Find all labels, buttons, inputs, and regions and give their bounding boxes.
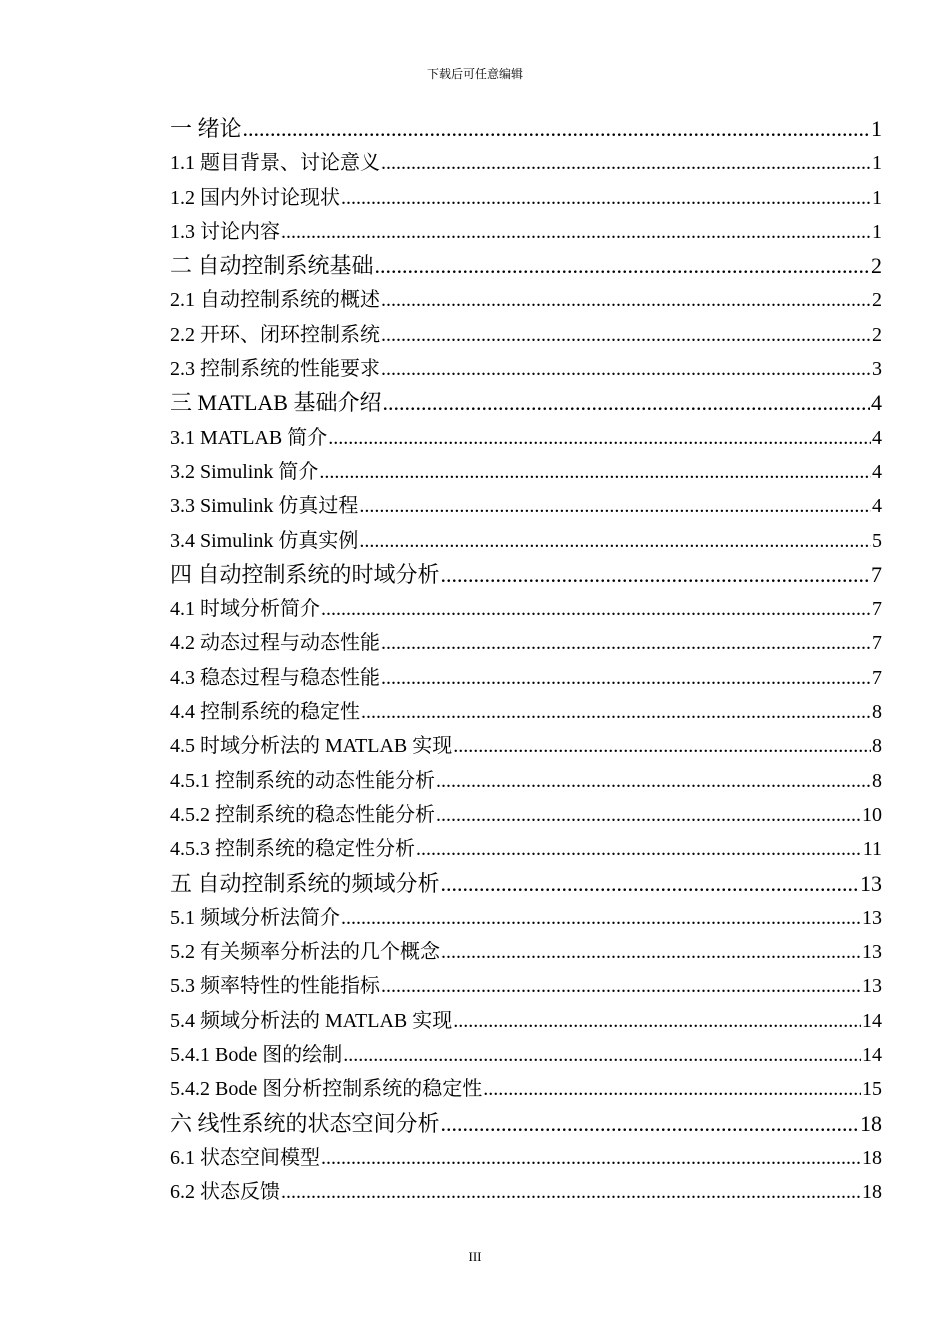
toc-section-entry bbox=[170, 695, 882, 729]
toc-entry-label: 四 自动控制系统的时域分析 bbox=[170, 561, 440, 587]
toc-leader-dots bbox=[361, 695, 871, 729]
toc-entry-page: 15 bbox=[862, 1078, 882, 1101]
toc-entry-label: 1.3 讨论内容 bbox=[170, 220, 280, 243]
toc-entry-label: 3.4 Simulink 仿真实例 bbox=[170, 529, 359, 552]
toc-entry-page: 8 bbox=[872, 735, 882, 758]
toc-leader-dots bbox=[416, 832, 862, 866]
toc-leader-dots bbox=[321, 1141, 861, 1175]
toc-entry-page: 1 bbox=[872, 220, 882, 243]
toc-section-entry bbox=[170, 764, 882, 798]
toc-leader-dots bbox=[381, 626, 871, 660]
toc-leader-dots bbox=[441, 867, 859, 901]
toc-entry-page: 4 bbox=[871, 390, 882, 416]
toc-leader-dots bbox=[319, 455, 871, 489]
toc-entry-page: 18 bbox=[862, 1146, 882, 1169]
toc-section-entry bbox=[170, 626, 882, 660]
toc-section-entry bbox=[170, 661, 882, 695]
toc-entry-label: 一 绪论 bbox=[170, 116, 242, 141]
toc-entry-page: 14 bbox=[862, 1044, 882, 1067]
toc-section-entry bbox=[170, 832, 882, 866]
toc-entry-label: 5.4 频域分析法的 MATLAB 实现 bbox=[170, 1009, 453, 1032]
toc-leader-dots bbox=[441, 1107, 859, 1141]
toc-entry-page: 8 bbox=[872, 769, 882, 792]
toc-entry-page: 13 bbox=[862, 975, 882, 998]
toc-entry-label: 二 自动控制系统基础 bbox=[170, 253, 374, 279]
toc-entry-label: 5.3 频率特性的性能指标 bbox=[170, 975, 380, 998]
toc-leader-dots bbox=[381, 283, 871, 317]
toc-entry-label: 2.2 开环、闭环控制系统 bbox=[170, 323, 380, 346]
toc-entry-label: 4.5.2 控制系统的稳态性能分析 bbox=[170, 803, 435, 826]
toc-section-entry bbox=[170, 1072, 882, 1106]
toc-entry-label: 4.4 控制系统的稳定性 bbox=[170, 701, 360, 724]
toc-entry-page: 1 bbox=[872, 152, 882, 175]
toc-leader-dots bbox=[359, 524, 871, 558]
toc-leader-dots bbox=[381, 352, 871, 386]
toc-leader-dots bbox=[382, 386, 870, 420]
toc-entry-label: 5.4.2 Bode 图分析控制系统的稳定性 bbox=[170, 1078, 483, 1101]
toc-leader-dots bbox=[381, 318, 871, 352]
toc-entry-label: 5.2 有关频率分析法的几个概念 bbox=[170, 941, 440, 964]
toc-section-entry bbox=[170, 318, 882, 352]
toc-entry-page: 14 bbox=[862, 1009, 882, 1032]
toc-entry-label: 1.1 题目背景、讨论意义 bbox=[170, 152, 380, 175]
toc-entry-label: 5.4.1 Bode 图的绘制 bbox=[170, 1044, 343, 1067]
toc-entry-label: 1.2 国内外讨论现状 bbox=[170, 186, 340, 209]
toc-section-entry bbox=[170, 935, 882, 969]
toc-entry-page: 13 bbox=[862, 941, 882, 964]
toc-entry-label: 三 MATLAB 基础介绍 bbox=[170, 390, 382, 416]
toc-entry-page: 18 bbox=[862, 1181, 882, 1204]
toc-entry-page: 4 bbox=[872, 426, 882, 449]
toc-entry-label: 2.1 自动控制系统的概述 bbox=[170, 289, 380, 312]
toc-chapter-entry bbox=[170, 1107, 882, 1141]
toc-section-entry bbox=[170, 798, 882, 832]
toc-entry-label: 4.5 时域分析法的 MATLAB 实现 bbox=[170, 735, 453, 758]
page-number: III bbox=[468, 1249, 482, 1264]
toc-section-entry bbox=[170, 352, 882, 386]
toc-section-entry bbox=[170, 901, 882, 935]
toc-entry-label: 5.1 频域分析法简介 bbox=[170, 906, 340, 929]
toc-entry-page: 5 bbox=[872, 529, 882, 552]
toc-leader-dots bbox=[381, 969, 861, 1003]
toc-entry-page: 1 bbox=[871, 116, 882, 141]
toc-section-entry bbox=[170, 1175, 882, 1209]
toc-entry-page: 11 bbox=[862, 838, 882, 861]
toc-chapter-entry bbox=[170, 386, 882, 420]
page-header: 下载后可任意编辑 bbox=[426, 67, 523, 81]
toc-entry-label: 4.2 动态过程与动态性能 bbox=[170, 632, 380, 655]
table-of-contents bbox=[170, 112, 882, 1210]
toc-chapter-entry bbox=[170, 558, 882, 592]
toc-entry-page: 7 bbox=[872, 666, 882, 689]
toc-leader-dots bbox=[441, 935, 861, 969]
toc-chapter-entry bbox=[170, 867, 882, 901]
toc-entry-page: 13 bbox=[860, 870, 882, 896]
toc-entry-page: 18 bbox=[860, 1110, 882, 1136]
toc-chapter-entry bbox=[170, 112, 882, 146]
toc-leader-dots bbox=[281, 215, 871, 249]
toc-section-entry bbox=[170, 489, 882, 523]
toc-entry-label: 3.1 MATLAB 简介 bbox=[170, 426, 328, 449]
toc-section-entry bbox=[170, 729, 882, 763]
toc-chapter-entry bbox=[170, 249, 882, 283]
toc-leader-dots bbox=[436, 764, 871, 798]
toc-entry-page: 8 bbox=[872, 701, 882, 724]
toc-leader-dots bbox=[375, 249, 870, 283]
toc-entry-page: 4 bbox=[872, 495, 882, 518]
toc-entry-page: 1 bbox=[872, 186, 882, 209]
toc-entry-page: 4 bbox=[872, 460, 882, 483]
toc-leader-dots bbox=[281, 1175, 861, 1209]
toc-section-entry bbox=[170, 283, 882, 317]
toc-leader-dots bbox=[483, 1072, 861, 1106]
toc-section-entry bbox=[170, 421, 882, 455]
toc-section-entry bbox=[170, 1038, 882, 1072]
toc-leader-dots bbox=[381, 146, 871, 180]
toc-leader-dots bbox=[453, 729, 871, 763]
toc-entry-page: 2 bbox=[871, 253, 882, 279]
toc-entry-label: 3.2 Simulink 简介 bbox=[170, 460, 319, 483]
toc-section-entry bbox=[170, 592, 882, 626]
toc-leader-dots bbox=[321, 592, 871, 626]
toc-entry-page: 7 bbox=[872, 632, 882, 655]
toc-entry-label: 6.2 状态反馈 bbox=[170, 1181, 280, 1204]
toc-leader-dots bbox=[359, 489, 871, 523]
toc-leader-dots bbox=[341, 181, 871, 215]
toc-section-entry bbox=[170, 146, 882, 180]
toc-leader-dots bbox=[453, 1004, 861, 1038]
toc-entry-label: 2.3 控制系统的性能要求 bbox=[170, 358, 380, 381]
toc-leader-dots bbox=[381, 661, 871, 695]
toc-leader-dots bbox=[441, 558, 870, 592]
toc-section-entry bbox=[170, 215, 882, 249]
toc-entry-page: 13 bbox=[862, 906, 882, 929]
toc-entry-label: 4.1 时域分析简介 bbox=[170, 598, 320, 621]
toc-leader-dots bbox=[343, 1038, 861, 1072]
toc-section-entry bbox=[170, 455, 882, 489]
toc-entry-page: 3 bbox=[872, 358, 882, 381]
toc-entry-label: 六 线性系统的状态空间分析 bbox=[170, 1110, 440, 1136]
toc-section-entry bbox=[170, 1004, 882, 1038]
toc-entry-page: 10 bbox=[862, 803, 882, 826]
toc-section-entry bbox=[170, 1141, 882, 1175]
toc-leader-dots bbox=[243, 112, 870, 146]
toc-entry-label: 4.5.3 控制系统的稳定性分析 bbox=[170, 838, 415, 861]
toc-entry-page: 2 bbox=[872, 323, 882, 346]
toc-entry-label: 五 自动控制系统的频域分析 bbox=[170, 870, 440, 896]
toc-entry-label: 3.3 Simulink 仿真过程 bbox=[170, 495, 359, 518]
toc-section-entry bbox=[170, 181, 882, 215]
toc-entry-label: 6.1 状态空间模型 bbox=[170, 1146, 320, 1169]
toc-section-entry bbox=[170, 524, 882, 558]
toc-section-entry bbox=[170, 969, 882, 1003]
toc-leader-dots bbox=[341, 901, 861, 935]
toc-leader-dots bbox=[328, 421, 871, 455]
toc-entry-page: 2 bbox=[872, 289, 882, 312]
toc-entry-label: 4.3 稳态过程与稳态性能 bbox=[170, 666, 380, 689]
toc-entry-page: 7 bbox=[872, 598, 882, 621]
toc-entry-page: 7 bbox=[871, 561, 882, 587]
toc-leader-dots bbox=[436, 798, 861, 832]
toc-entry-label: 4.5.1 控制系统的动态性能分析 bbox=[170, 769, 435, 792]
